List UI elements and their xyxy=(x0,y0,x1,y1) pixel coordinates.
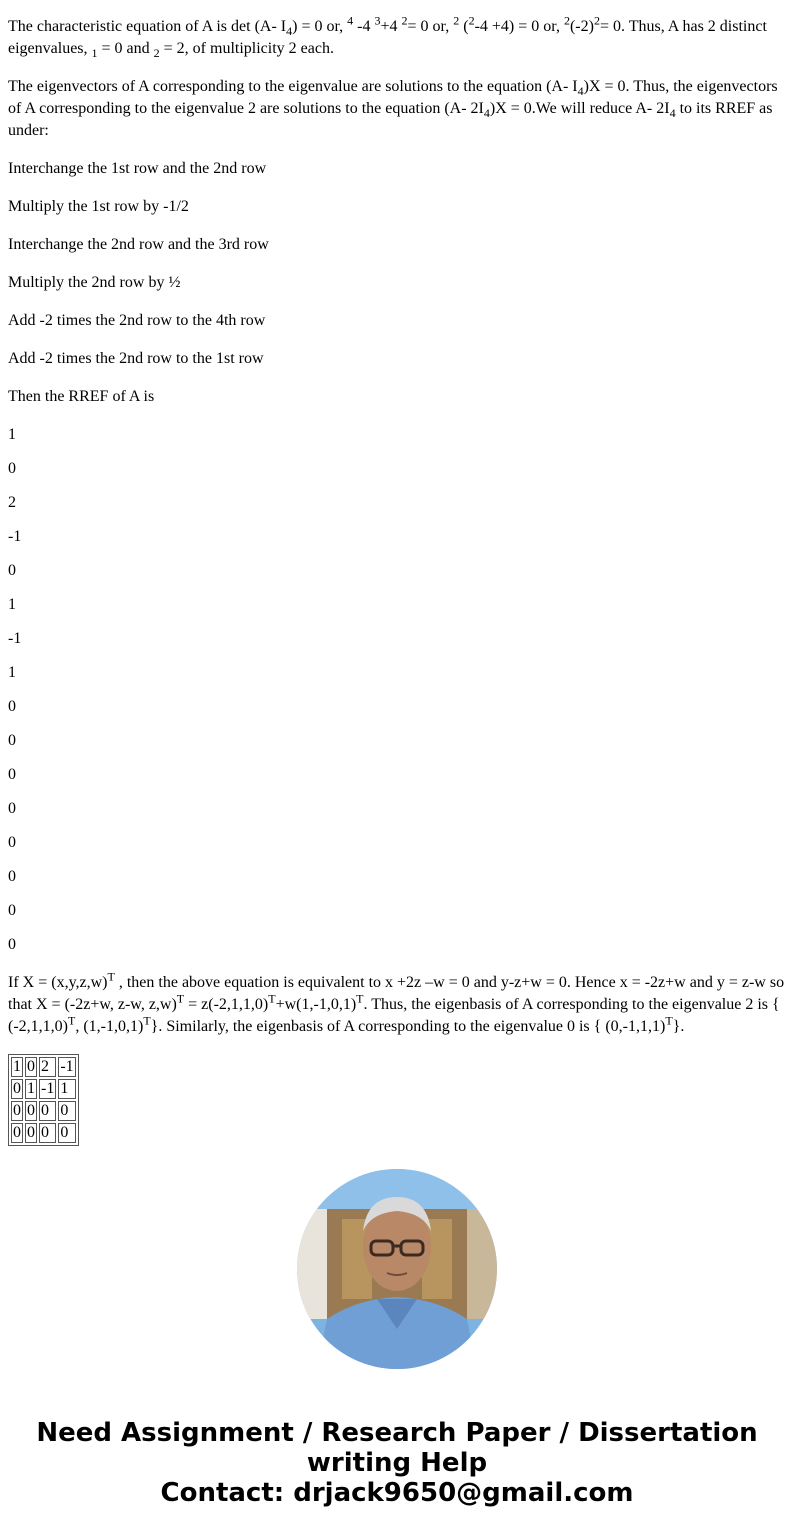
matrix-cell: 0 xyxy=(27,1102,35,1119)
step-line: Multiply the 1st row by -1/2 xyxy=(8,198,189,215)
paragraph-characteristic-equation: The characteristic equation of A is det (A- $I_4) = 0$ or, $^4$ -4 $^3$+4 $^2$= 0 or, $^2$ ($^2$-4 +4) = 0 or, $^2(-2)^2= 0$. Thus, A has 2 distinct eigenvalues, $_1$ = 0 and $_2$ = 2, of multiplicity 2 each. xyxy=(8,13,767,61)
matrix-cell: 0 xyxy=(13,1124,21,1141)
matrix-cell: -1 xyxy=(41,1080,55,1097)
matrix-cell: 0 xyxy=(27,1124,35,1141)
step-line: Interchange the 1st row and the 2nd row xyxy=(8,160,267,177)
rref-steps xyxy=(8,158,786,408)
table-row xyxy=(11,1057,76,1077)
rref-entry: 0 xyxy=(8,460,16,477)
rref-entry: 0 xyxy=(8,902,16,919)
matrix-cell: 0 xyxy=(13,1102,21,1119)
matrix-cell: 0 xyxy=(39,1123,56,1143)
paragraph-eigenvectors: The eigenvectors of A corresponding to the eigenvalue are solutions to the equation (A- $I_4)X = 0$. Thus, the eigenvectors of A corresponding to the eigenvalue 2 are solutions to the equation (A- $2I_4)X = 0.We$ will reduce A- $2I_4$ to its RREF as under: xyxy=(8,78,778,139)
step-line: Add -2 times the 2nd row to the 1st row xyxy=(8,350,264,367)
matrix-cell: 1 xyxy=(27,1080,35,1097)
table-row xyxy=(11,1123,76,1143)
rref-entry: 2 xyxy=(8,494,16,511)
step-line: Add -2 times the 2nd row to the 4th row xyxy=(8,312,266,329)
rref-entry: 0 xyxy=(8,698,16,715)
step-line: Multiply the 2nd row by ½ xyxy=(8,274,181,291)
step-line: Interchange the 2nd row and the 3rd row xyxy=(8,236,269,253)
rref-matrix-table xyxy=(8,1054,79,1146)
rref-entry: 0 xyxy=(8,834,16,851)
matrix-cell: 1 xyxy=(58,1079,75,1099)
matrix-cell: 0 xyxy=(58,1101,75,1121)
matrix-cell: 0 xyxy=(58,1123,75,1143)
rref-entry: 0 xyxy=(8,732,16,749)
rref-entry: 0 xyxy=(8,766,16,783)
rref-entry: 1 xyxy=(8,664,16,681)
rref-entries-list xyxy=(8,424,786,956)
matrix-cell: -1 xyxy=(60,1058,74,1075)
rref-entry: 1 xyxy=(8,596,16,613)
table-row xyxy=(11,1079,76,1099)
rref-entry: 0 xyxy=(8,562,16,579)
rref-entry: 0 xyxy=(8,868,16,885)
rref-entry: 0 xyxy=(8,800,16,817)
matrix-cell: 0 xyxy=(13,1080,21,1097)
banner-contact-line: Contact: drjack9650@gmail.com xyxy=(160,1478,634,1508)
promo-banner xyxy=(0,1418,794,1508)
paragraph-eigenbasis: If $X = (x,y,z,w)^T$ , then the above equation is equivalent to x +2z –w = 0 and y-z+w = 0. Hence x = -2z+w and y = z-w so that X = (-2z+w, z-w, $z,w)^T = z(-2,1,1,0)^T+w(1,-1,0,1)^T$. Thus, the eigenbasis of A corresponding to the eigenvalue 2 is { $(-2,1,1,0)^T$, $(1,-1,0,1)^T$}. Similarly, the eigenbasis of A corresponding to the eigenvalue 0 is { $(0,-1,1,1)^T$}. xyxy=(8,969,785,1035)
rref-entry: -1 xyxy=(8,630,22,647)
author-avatar xyxy=(297,1169,497,1369)
matrix-cell: 0 xyxy=(27,1058,35,1075)
rref-entry: -1 xyxy=(8,528,22,545)
matrix-cell: 2 xyxy=(39,1057,56,1077)
banner-line: Need Assignment / Research Paper / Dissertation xyxy=(36,1418,758,1448)
avatar-portrait-image xyxy=(297,1169,497,1369)
document-body xyxy=(0,13,794,1146)
matrix-cell: 1 xyxy=(13,1058,21,1075)
step-line: Then the RREF of A is xyxy=(8,388,155,405)
table-row xyxy=(11,1101,76,1121)
rref-entry: 0 xyxy=(8,936,16,953)
matrix-cell: 0 xyxy=(39,1101,56,1121)
rref-entry: 1 xyxy=(8,426,16,443)
banner-line: writing Help xyxy=(306,1448,488,1478)
